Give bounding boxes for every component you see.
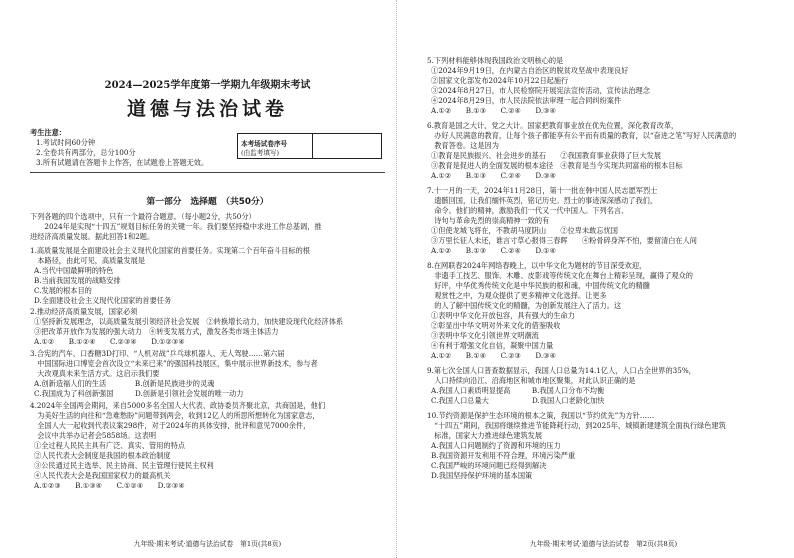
question-line: 好评，中华优秀传统文化是中华民族的根和魂，中国传统文化的精髓 <box>427 281 650 290</box>
seat-box-label: 本考场试卷序号 <box>241 140 288 148</box>
answer-options: A.我国人口素质明显提高 B.我国人口分布不均衡 <box>431 386 605 395</box>
question-line: 本路径，由此可见，高质量发展是 <box>30 256 146 265</box>
statement-line: ④人民代表大会是我国国家权力的最高机关 <box>34 471 171 480</box>
question-line: 9.第七次全国人口普查数据显示，我国人口总量为14.1亿人，人口占全世界的35%， <box>427 366 696 375</box>
statement-line: ①教育是民族振兴、社会进步的基石 ②我国教育事业获得了巨大发展 <box>431 151 662 160</box>
part1-intro: 进经济高质量发展。据此回答1和2题。 <box>30 232 155 241</box>
statement-line: ③表明中华文化引领世界文明潮流 <box>431 331 539 340</box>
answer-options: A.①② B.①②④ C.②③④ D.①②③④ <box>34 337 185 346</box>
statement-line: ④2024年8月29日，市人民法院依法审理一起合同纠纷案件 <box>431 96 622 105</box>
page-1-content <box>30 0 385 558</box>
statement-line: ④有利于增强文化自信，凝聚中国力量 <box>431 341 554 350</box>
answer-options: A.①②③ B.①③④ C.①②④ D.②③④ <box>34 481 185 490</box>
part1-intro: 2024年是实现“十四五”规划目标任务的关键一年。我们要坚持稳中求进工作总基调，推 <box>30 222 322 231</box>
note-item: 3.所有试题请在答题卡上作答，在试题卷上答题无效。 <box>36 158 209 167</box>
question-line: “十四五”期间，我国将继续推进节能降耗行动，到2025年，城镇新建建筑全面执行绿色建筑 <box>427 421 726 430</box>
statement-line: ③2024年8月27日，市人民检察院开展宪法宣传活动，宣传法治理念 <box>431 86 650 95</box>
exam-page-2 <box>397 0 794 558</box>
answer-option: C.发展的根本目的 <box>34 286 92 295</box>
part1-heading: 第一部分 选择题 （共50分） <box>146 197 269 207</box>
answer-option: D.全面建设社会主义现代化国家的首要任务 <box>34 296 172 305</box>
question-line: 标准，国家大力推进绿色建筑发展 <box>427 431 543 440</box>
statement-line: ①坚持新发展理念，以高质量发展引领经济社会发展 ②转换增长动力，加快建设现代化经济体系 <box>34 317 344 326</box>
statement-line: ①但使龙城飞将在，不教胡马度阴山 ②位卑未敢忘忧国 <box>431 226 618 235</box>
statement-line: ②人民代表大会制度是我国的根本政治制度 <box>34 451 171 460</box>
statement-line: ③把改革开放作为发展的强大动力 ④转变发展方式，激发各类市场主体活力 <box>34 327 279 336</box>
statement-line: ②国家文化部发布2024年10月22日起施行 <box>431 76 569 85</box>
page-1-footer: 九年级·期末考试·道德与法治试卷 第1页(共8页) <box>133 540 282 548</box>
statement-line: ①表明中华文化开放包容，具有强大的生命力 <box>431 311 575 320</box>
question-line: 10.节约资源是保护生态环境的根本之策，我国以“节约优先”为方针…… <box>427 411 655 420</box>
answer-options: A.①② B.①③ C.②④ D.③④ <box>431 171 557 180</box>
page-2-content <box>427 0 780 558</box>
question-line: 为美好生活的向往和“急难愁盼”问题带到两会，收到12亿人的所思所想转化为国家意志， <box>30 411 320 420</box>
answer-options: A.①② B.①③ C.②④ D.③④ <box>431 106 557 115</box>
question-line: 诗句与革命先烈的崇高精神一致的有 <box>427 216 550 225</box>
note-item: 2.全卷共有两部分，总分100分 <box>36 148 136 157</box>
question-line: 办好人民满意的教育，让每个孩子都能享有公平而有质量的教育，以“奋进之笔”写好人民满意的 <box>427 131 737 140</box>
answer-option: B.当前我国发展的战略安排 <box>34 276 121 285</box>
seat-number-box <box>237 133 382 159</box>
statement-line: ①2024年9月19日，在内蒙古自治区的脱贫攻坚战中表现良好 <box>431 66 629 75</box>
answer-option: B.我国资源开发利用不符合理，环境污染严重 <box>431 451 576 460</box>
statement-line: ③教育是促进人的全面发展的根本途径 ④教育是当今实现共同富裕的根本目标 <box>431 161 683 170</box>
question-line: 7.十一月的一天，2024年11月28日，第十一批在韩中国人民志愿军烈士 <box>427 186 658 195</box>
statement-line: ②彰显出中华文明对外来文化的借鉴吸收 <box>431 321 561 330</box>
divider <box>30 172 385 173</box>
question-line: 1.高质量发展是全面建设社会主义现代化国家的首要任务。实现第二个百年奋斗目标的根 <box>30 246 310 255</box>
question-line: 非遗手工技艺、服饰、木雕、皮影戏等传统文化在舞台上精彩呈现，赢得了观众的 <box>427 271 693 280</box>
answer-options: A.①② B.①④ C.②③ D.③④ <box>431 351 557 360</box>
question-line: 教育答卷。这是因为 <box>427 141 499 150</box>
answer-option: C.我国严峻的环境问题已经得到解决 <box>431 461 547 470</box>
notes-header: 考生注意： <box>30 128 66 137</box>
question-line: 会议中共举办记者会5858场。这表明 <box>30 431 157 440</box>
question-line: 中国国际进口博览会首次设立“未来已来”的强国科技展区，集中展示世界新技术，参与者 <box>30 359 318 368</box>
subject-title: 道德与法治试卷 <box>126 98 288 120</box>
question-line: 2.推动经济高质量发展，国家必须 <box>30 307 138 316</box>
part1-instruction: 下列各题的四个选项中，只有一个最符合题意。（每小题2分，共50分） <box>30 212 256 221</box>
question-line: 5.下列材料能够体现我国政治文明核心的是 <box>427 56 564 65</box>
question-line: 大改观真未来生活方式。这启示我们要 <box>30 369 160 378</box>
question-line: 遗骸回国，让我们缅怀英烈，铭记历史。烈士的事迹深深感动了我们， <box>427 196 658 205</box>
answer-options: C.我国成为了科创新强国 D.创新是引领社会发展的唯一动力 <box>34 389 244 398</box>
answer-options: A.创新造福人们的生活 B.创新是民族进步的灵魂 <box>34 379 215 388</box>
question-line: 6.教育是国之大计，党之大计。国家把教育事业放在优先位置，深化教育改革， <box>427 121 679 130</box>
question-line: 全国人大一起收到代表议案298件，对于2024年的具体安排，批评和意见7000余件， <box>30 421 311 430</box>
question-line: 的人了解中国传统文化的精髓，为创新发展注入了活力。这 <box>427 301 622 310</box>
answer-option: A.我国人口问题制约了资源和环境的压力 <box>431 441 561 450</box>
page-2-footer: 九年级·期末考试·道德与法治试卷 第2页(共8页) <box>529 540 678 548</box>
question-line: 观赏性之中，为观众提供了更多精神文化选择。让更多 <box>427 291 607 300</box>
note-item: 1.考试时间60分钟 <box>36 138 96 147</box>
question-line: 8.在网联春2024年网络春晚上，以中华文化为题材的节目深受欢迎， <box>427 261 647 270</box>
question-line: 4.2024年全国两会期间，来自5000多名全国人大代表、政协委员齐聚北京，共商国是，他们 <box>30 401 326 410</box>
answer-options: A.①② B.①③ C.②④ D.①④ <box>431 246 557 255</box>
answer-options: C.我国人口总量大 D.我国人口老龄化加快 <box>431 396 605 405</box>
statement-line: ③公民通过民主选举、民主协商、民主管理行使民主权利 <box>34 461 214 470</box>
question-line: 3.合宪的汽车、口香糖3D打印、“人机对战”乒乓球机器人、无人驾驶……第六届 <box>30 349 285 358</box>
question-line: 命令。他们的精神，激励我们一代又一代中国人。下列名言、 <box>427 206 629 215</box>
answer-option: A.当代中国最鲜明的特色 <box>34 266 114 275</box>
statement-line: ①全过程人民民主具有广泛、真实、管用的特点 <box>34 441 185 450</box>
statement-line: ③万里长征人未还，谁言寸草心报得三春晖 ④粉骨碎身浑不怕，要留清白在人间 <box>431 236 697 245</box>
seat-box-hint: (由监考填写) <box>241 149 280 157</box>
question-line: 人口持续向沿江、沿海地区和城市地区聚集，对此认识正确的是 <box>427 376 636 385</box>
answer-option: D.我国坚持保护环境的基本国策 <box>431 471 533 480</box>
exam-title-line: 2024—2025学年度第一学期九年级期末考试 <box>104 80 311 91</box>
